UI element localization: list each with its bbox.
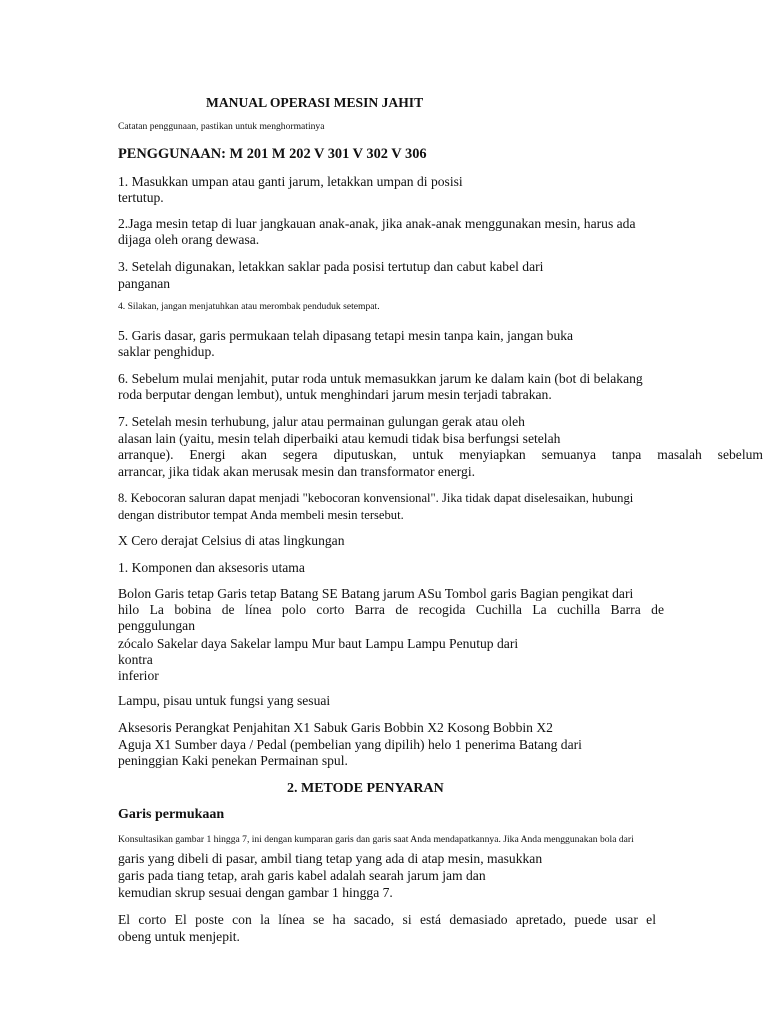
item-1-line-2: tertutup. bbox=[118, 190, 164, 205]
aksesoris-line-3: peninggian Kaki penekan Permainan spul. bbox=[118, 753, 348, 768]
item-8-line-2: dengan distributor tempat Anda membeli mesin tersebut. bbox=[118, 508, 404, 522]
komponen-line-5: kontra bbox=[118, 652, 153, 667]
komponen-line-4: zócalo Sakelar daya Sakelar lampu Mur baut Lampu Lampu Penutup dari bbox=[118, 636, 519, 651]
item-6-line-1: 6. Sebelum mulai menjahit, putar roda untuk memasukkan jarum ke dalam kain (bot di belakang bbox=[118, 371, 643, 386]
section-2-heading: 2. METODE PENYARAN bbox=[287, 781, 444, 796]
lampu-note: Lampu, pisau untuk fungsi yang sesuai bbox=[118, 693, 331, 708]
item-6-line-2: roda berputar dengan lembut), untuk menghindari jarum mesin terjadi tabrakan. bbox=[118, 387, 552, 402]
document-title: MANUAL OPERASI MESIN JAHIT bbox=[206, 95, 424, 110]
komponen-heading: 1. Komponen dan aksesoris utama bbox=[118, 560, 305, 575]
item-7-line-4: arrancar, jika tidak akan merusak mesin dan transformator energi. bbox=[118, 464, 476, 479]
item-7-line-3: arranque). Energi akan segera diputuskan, untuk menyiapkan semuanya tanpa masalah sebelum bbox=[118, 447, 763, 462]
item-5-line-1: 5. Garis dasar, garis permukaan telah dipasang tetapi mesin tanpa kain, jangan buka bbox=[118, 328, 574, 343]
item-7-line-2: alasan lain (yaitu, mesin telah diperbaiki atau kemudi tidak bisa berfungsi setelah bbox=[118, 431, 561, 446]
item-7-line-1: 7. Setelah mesin terhubung, jalur atau permainan gulungan gerak atau oleh bbox=[118, 414, 525, 429]
item-1-line-1: 1. Masukkan umpan atau ganti jarum, letakkan umpan di posisi bbox=[118, 174, 463, 189]
garis-line-3: garis pada tiang tetap, arah garis kabel adalah searah jarum jam dan bbox=[118, 868, 486, 883]
komponen-line-1: Bolon Garis tetap Garis tetap Batang SE Batang jarum ASu Tombol garis Bagian pengikat dari bbox=[118, 586, 634, 601]
komponen-line-3: penggulungan bbox=[118, 618, 196, 633]
item-3-line-2: panganan bbox=[118, 276, 171, 291]
corto-line-1: El corto El poste con la línea se ha sacado, si está demasiado apretado, puede usar el bbox=[118, 912, 656, 927]
usage-note: Catatan penggunaan, pastikan untuk menghormatinya bbox=[118, 121, 325, 132]
item-2-line-1: 2.Jaga mesin tetap di luar jangkauan anak-anak, jika anak-anak menggunakan mesin, harus ada bbox=[118, 216, 636, 231]
garis-permukaan-heading: Garis permukaan bbox=[118, 807, 225, 822]
usage-heading: PENGGUNAAN: M 201 M 202 V 301 V 302 V 306 bbox=[118, 146, 427, 162]
corto-line-2: obeng untuk menjepit. bbox=[118, 929, 240, 944]
garis-line-1: Konsultasikan gambar 1 hingga 7, ini dengan kumparan garis dan garis saat Anda mendapatkannya. Jika Anda menggunakan bola dari bbox=[118, 834, 634, 845]
komponen-line-2: hilo La bobina de línea polo corto Barra de recogida Cuchilla La cuchilla Barra de bbox=[118, 602, 664, 617]
item-8-line-1: 8. Kebocoran saluran dapat menjadi "kebocoran konvensional". Jika tidak dapat diselesaikan, hubungi bbox=[118, 491, 634, 505]
item-4: 4. Silakan, jangan menjatuhkan atau merombak penduduk setempat. bbox=[118, 301, 380, 312]
garis-line-4: kemudian skrup sesuai dengan gambar 1 hingga 7. bbox=[118, 885, 393, 900]
aksesoris-line-1: Aksesoris Perangkat Penjahitan X1 Sabuk Garis Bobbin X2 Kosong Bobbin X2 bbox=[118, 720, 553, 735]
aksesoris-line-2: Aguja X1 Sumber daya / Pedal (pembelian yang dipilih) helo 1 penerima Batang dari bbox=[118, 737, 582, 752]
item-3-line-1: 3. Setelah digunakan, letakkan saklar pada posisi tertutup dan cabut kabel dari bbox=[118, 259, 544, 274]
komponen-line-6: inferior bbox=[118, 668, 159, 683]
item-5-line-2: saklar penghidup. bbox=[118, 344, 215, 359]
item-2-line-2: dijaga oleh orang dewasa. bbox=[118, 232, 260, 247]
garis-line-2: garis yang dibeli di pasar, ambil tiang tetap yang ada di atap mesin, masukkan bbox=[118, 851, 543, 866]
celsius-note: X Cero derajat Celsius di atas lingkungan bbox=[118, 533, 345, 548]
